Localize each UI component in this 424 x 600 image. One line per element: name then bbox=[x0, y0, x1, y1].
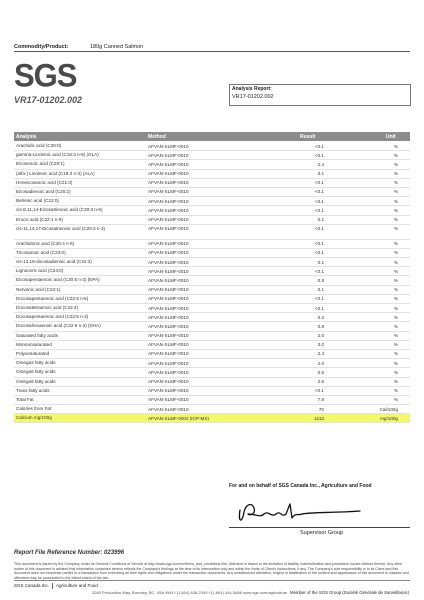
sgs-logo: SGS bbox=[14, 57, 77, 94]
cell-unit: % bbox=[393, 268, 398, 274]
cell-result: 0.1 bbox=[317, 287, 324, 293]
table-row bbox=[14, 142, 410, 151]
cell-method: AFVAN-SLMF-0010 bbox=[148, 388, 189, 394]
cell-analysis: gamma-Linolenic acid (C18:3 n-6) (GLA) bbox=[16, 152, 99, 158]
cell-method: AFVAN-SLMF-0010 bbox=[148, 171, 189, 177]
cell-unit: % bbox=[393, 333, 398, 339]
signature-line bbox=[229, 527, 410, 528]
cell-unit: % bbox=[393, 287, 398, 293]
cell-method: AFVAN-SLMF-0010 bbox=[148, 217, 189, 222]
cell-method: AFVAN-SLMF-0010 bbox=[148, 379, 189, 384]
cell-unit: % bbox=[393, 143, 398, 149]
cell-result: 0.2 bbox=[317, 314, 324, 320]
cell-unit: % bbox=[393, 379, 398, 384]
cell-unit: % bbox=[393, 388, 398, 394]
cell-result: 0.8 bbox=[317, 323, 324, 329]
cell-method: AFVAN-SLMF-0010 bbox=[148, 305, 189, 311]
cell-unit: % bbox=[393, 351, 398, 357]
cell-analysis: Omega9 fatty acids bbox=[16, 378, 56, 384]
cell-method: AFVAN-SLMF-0010 bbox=[148, 314, 189, 320]
cell-analysis: Omega3 fatty acids bbox=[16, 360, 56, 366]
cell-result: 3.1 bbox=[317, 171, 324, 177]
cell-analysis: Docosatetraenoic acid (C22:4) bbox=[16, 305, 79, 310]
cell-unit: % bbox=[393, 342, 398, 348]
commodity-value: 180g Canned Salmon bbox=[90, 44, 144, 50]
cell-analysis: Tricosanoic acid (C23:0) bbox=[16, 249, 66, 255]
cell-method: AFVAN-SLMF-0010 bbox=[148, 259, 189, 265]
table-row bbox=[14, 378, 410, 387]
cell-method: AFVAN-SLMF-0010 bbox=[148, 351, 189, 357]
signature-image bbox=[232, 496, 372, 528]
table-header bbox=[14, 132, 410, 141]
table-row bbox=[14, 368, 410, 377]
table-row bbox=[14, 179, 410, 188]
cell-result: <0.1 bbox=[314, 241, 324, 247]
cell-analysis: Erucic acid (C22:1 n-9) bbox=[16, 216, 63, 222]
cell-analysis: Eicosadienoic acid (C20:2) bbox=[16, 188, 71, 194]
cell-unit: % bbox=[393, 217, 398, 222]
cell-analysis: Docosapentaenoic acid (C22:5 n-6) bbox=[16, 295, 89, 301]
table-row bbox=[14, 151, 410, 160]
cell-result: <0.1 bbox=[314, 226, 324, 232]
cell-method: AFVAN-SLMF-0010 bbox=[148, 406, 189, 412]
cell-method: AFVAN-SLMF-0010 bbox=[148, 189, 189, 195]
cell-analysis: Lignoceric acid (C24:0) bbox=[16, 268, 64, 274]
cell-result: <0.1 bbox=[314, 250, 324, 256]
cell-result: 0.5 bbox=[317, 369, 324, 375]
table-row bbox=[14, 170, 410, 179]
cell-result: 7.8 bbox=[317, 397, 324, 403]
cell-method: AFVAN-SLMF-0010 bbox=[148, 369, 189, 375]
cell-analysis: Calories from Fat bbox=[16, 406, 52, 412]
cell-analysis: Arachidonic acid (C20:4 n-6) bbox=[16, 240, 75, 246]
cell-result: 2.4 bbox=[317, 161, 324, 167]
cell-analysis: Heneicosanoic acid (C21:0) bbox=[16, 179, 73, 185]
footer-address: 3260 Production Way, Burnaby, BC, V5A 4W4 t (1-604) 638-2349 f (1-604) 444-5486 www.sgs.com/agriculture bbox=[92, 590, 288, 595]
cell-analysis: Eicosapentaenoic acid (C20:5 n-3) (EPA) bbox=[16, 277, 100, 283]
cell-unit: % bbox=[393, 152, 398, 158]
cell-analysis: Saturated fatty acids bbox=[16, 332, 58, 338]
col-analysis: Analysis bbox=[16, 134, 37, 140]
table-row bbox=[14, 313, 410, 322]
cell-unit: % bbox=[393, 180, 398, 186]
cell-unit: % bbox=[393, 323, 398, 329]
cell-method: AFVAN-SLMF-0010 bbox=[148, 143, 189, 149]
table-row bbox=[14, 258, 410, 267]
table-row bbox=[14, 160, 410, 169]
disclaimer-text: This document is issued by the Company under its General Conditions of Service at http://www.sgs.com/en/terms_and_conditions.htm. Attention is drawn to the limitation of liability, indemnification and jurisdiction issues defined therein. Any other holder of this document is advised that information contained hereon reflects the Company's findings at the time of its intervention only and within the limits of Client's instructions, if any. The Company's sole responsibility is to its Client and this document does not exonerate parties to a transaction from exercising all their rights and obligations under the transaction documents. Any unauthorized alteration, forgery or falsification of the content and appearance of this document is unlawful and offenders may be prosecuted to the fullest extent of the law. bbox=[14, 562, 409, 580]
cell-method: AFVAN-SLMF-0002 (ICP-MS) bbox=[148, 415, 209, 421]
table-row bbox=[14, 359, 410, 368]
table-row bbox=[14, 225, 410, 240]
table-row bbox=[14, 332, 410, 341]
cell-result: <0.1 bbox=[314, 207, 324, 213]
cell-method: AFVAN-SLMF-0010 bbox=[148, 161, 189, 167]
results-table bbox=[14, 142, 410, 423]
cell-analysis: Nervonic acid (C24:1) bbox=[16, 286, 61, 292]
cell-result: 70 bbox=[318, 406, 324, 412]
cell-method: AFVAN-SLMF-0010 bbox=[148, 333, 189, 339]
cell-unit: % bbox=[393, 314, 398, 320]
cell-method: AFVAN-SLMF-0010 bbox=[148, 296, 189, 302]
on-behalf-text: For and on behalf of SGS Canada Inc., Agriculture and Food bbox=[229, 483, 372, 489]
cell-result: <0.1 bbox=[314, 388, 324, 394]
col-unit: Unit bbox=[386, 134, 396, 140]
cell-unit: % bbox=[393, 250, 398, 256]
table-row bbox=[14, 295, 410, 304]
cell-unit: % bbox=[393, 161, 398, 167]
cell-result: 3.0 bbox=[317, 342, 324, 348]
cell-result: 0.1 bbox=[317, 217, 324, 222]
cell-method: AFVAN-SLMF-0010 bbox=[148, 268, 189, 274]
commodity-line bbox=[14, 44, 144, 50]
cell-analysis: Arachidic acid (C20:0) bbox=[16, 143, 62, 148]
cell-result: <0.1 bbox=[314, 143, 324, 149]
footer-company: SGS Canada Inc. bbox=[14, 583, 50, 589]
cell-analysis: cis-13,16-docosadienoic acid (C22:2) bbox=[16, 259, 92, 265]
cell-unit: % bbox=[393, 259, 398, 265]
cell-method: AFVAN-SLMF-0010 bbox=[148, 342, 189, 348]
cell-analysis: Behenic acid (C22:0) bbox=[16, 198, 59, 204]
cell-method: AFVAN-SLMF-0010 bbox=[148, 360, 189, 366]
cell-unit: % bbox=[393, 369, 398, 375]
cell-analysis: Docosapentaenoic acid (C22:5 n-3) bbox=[16, 314, 89, 320]
col-method: Method bbox=[148, 134, 166, 140]
cell-method: AFVAN-SLMF-0010 bbox=[148, 152, 189, 158]
table-row bbox=[14, 240, 410, 249]
cell-result: 2.5 bbox=[317, 379, 324, 384]
signatory-title: Supervisor Group bbox=[300, 530, 344, 536]
cell-unit: % bbox=[393, 360, 398, 366]
footer-company-line bbox=[14, 583, 98, 589]
cell-analysis: Total Fat bbox=[16, 396, 34, 402]
cell-method: AFVAN-SLMF-0010 bbox=[148, 287, 189, 293]
cell-analysis: cis-11,14,17-Eicosatrienoic acid (C20:3 n-3) bbox=[16, 225, 106, 231]
report-id: VR17-01202.002 bbox=[14, 95, 83, 105]
report-file-reference: Report File Reference Number: 023996 bbox=[14, 550, 125, 556]
cell-unit: % bbox=[393, 226, 398, 232]
cell-result: <0.1 bbox=[314, 268, 324, 274]
cell-unit: Cal/100g bbox=[379, 406, 398, 412]
table-row bbox=[14, 188, 410, 197]
cell-result: 2.0 bbox=[317, 333, 324, 339]
cell-analysis: cis-8,11,14-Eicosatrienoic acid (C20:3 n-6) bbox=[16, 207, 103, 213]
cell-result: <0.1 bbox=[314, 180, 324, 186]
table-row bbox=[14, 350, 410, 359]
cell-analysis: Monounsaturated bbox=[16, 341, 52, 347]
cell-analysis: Docosahexaenoic acid (C22:6 n-3) (DHA) bbox=[16, 323, 101, 329]
cell-result: <0.1 bbox=[314, 189, 324, 195]
cell-method: AFVAN-SLMF-0010 bbox=[148, 180, 189, 186]
cell-result: <0.1 bbox=[314, 198, 324, 204]
header-divider bbox=[14, 51, 410, 52]
cell-unit: % bbox=[393, 198, 398, 204]
cell-method: AFVAN-SLMF-0010 bbox=[148, 277, 189, 283]
cell-unit: mg/100g bbox=[380, 415, 398, 421]
cell-method: AFVAN-SLMF-0010 bbox=[148, 207, 189, 213]
cell-analysis: Polyunsaturated bbox=[16, 350, 50, 356]
table-row bbox=[14, 276, 410, 285]
cell-method: AFVAN-SLMF-0010 bbox=[148, 397, 189, 403]
cell-unit: % bbox=[393, 189, 398, 195]
cell-unit: % bbox=[393, 277, 398, 283]
footer-divider bbox=[14, 580, 410, 581]
cell-analysis: Trans fatty acids bbox=[16, 387, 50, 393]
cell-result: 0.8 bbox=[317, 277, 324, 283]
table-row bbox=[14, 396, 410, 405]
cell-result: 2.0 bbox=[317, 360, 324, 366]
cell-result: 2.4 bbox=[317, 351, 324, 357]
table-row bbox=[14, 197, 410, 206]
footer-division: Agriculture and Food bbox=[56, 583, 98, 589]
analysis-report-value: VR17-01202.002 bbox=[232, 94, 274, 100]
cell-unit: % bbox=[393, 207, 398, 213]
col-result: Result bbox=[300, 134, 316, 140]
cell-analysis: Eicosenoic acid (C20:1) bbox=[16, 161, 65, 167]
cell-result: 1113 bbox=[314, 415, 324, 421]
cell-method: AFVAN-SLMF-0010 bbox=[148, 323, 189, 329]
table-row bbox=[14, 249, 410, 258]
cell-method: AFVAN-SLMF-0010 bbox=[148, 198, 189, 204]
table-row bbox=[14, 341, 410, 350]
cell-method: AFVAN-SLMF-0010 bbox=[148, 241, 189, 247]
table-row bbox=[14, 387, 410, 396]
cell-unit: % bbox=[393, 305, 398, 311]
commodity-label: Commodity/Product: bbox=[14, 44, 69, 50]
table-row bbox=[14, 405, 410, 414]
cell-result: <0.1 bbox=[314, 152, 324, 158]
table-row bbox=[14, 286, 410, 295]
cell-unit: % bbox=[393, 397, 398, 403]
table-row bbox=[14, 414, 410, 423]
cell-result: <0.1 bbox=[314, 296, 324, 302]
footer-separator bbox=[52, 583, 53, 589]
table-row bbox=[14, 206, 410, 215]
cell-unit: % bbox=[393, 171, 398, 177]
footer-member: Member of the SGS Group (Société Générale de Surveillance) bbox=[290, 590, 409, 595]
cell-unit: % bbox=[393, 296, 398, 302]
cell-analysis: Calcium mg/100g bbox=[16, 415, 52, 421]
cell-method: AFVAN-SLMF-0010 bbox=[148, 226, 189, 232]
analysis-report-label: Analysis Report: bbox=[232, 86, 272, 92]
cell-unit: % bbox=[393, 241, 398, 247]
cell-result: 0.1 bbox=[317, 259, 324, 265]
cell-analysis: Omega6 fatty acids bbox=[16, 369, 56, 375]
cell-result: <0.1 bbox=[314, 305, 324, 311]
cell-analysis: (alfa-) Linolenic acid (C18:3 n-3) (ALA) bbox=[16, 170, 95, 176]
table-row bbox=[14, 216, 410, 225]
table-row bbox=[14, 267, 410, 276]
table-row bbox=[14, 304, 410, 313]
table-row bbox=[14, 322, 410, 331]
cell-method: AFVAN-SLMF-0010 bbox=[148, 250, 189, 256]
